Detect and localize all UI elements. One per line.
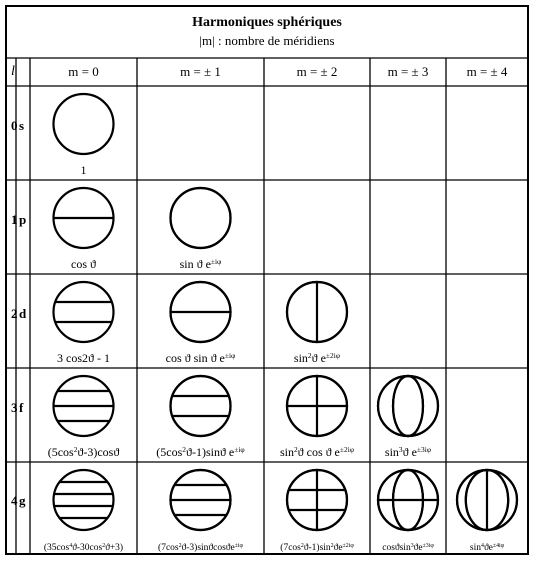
row-labels [11, 118, 27, 508]
sphere-diagram [378, 376, 438, 436]
formula-text: 3 cos2ϑ - 1 [57, 351, 110, 365]
formula-text: (7cos [280, 543, 301, 553]
m-header-4: m = ± 4 [466, 64, 508, 79]
m-header-3: m = ± 3 [387, 64, 429, 79]
formula-text: ϑ cos ϑ e [297, 445, 340, 459]
formula-label [57, 351, 110, 365]
formula-label [48, 445, 120, 460]
formula-text: ϑ-3)cosϑ [77, 445, 120, 459]
formula-text: (5cos [156, 445, 183, 459]
formula-label [470, 543, 505, 553]
sphere-diagram [457, 470, 517, 530]
harmonic-cell [48, 376, 120, 459]
formula-label [280, 542, 354, 553]
harmonic-cell [280, 470, 354, 553]
harmonic-cell [280, 376, 354, 459]
formula-label [166, 351, 236, 366]
sphere-diagram [171, 376, 231, 436]
sphere-diagram [378, 470, 438, 530]
sphere-diagram [171, 282, 231, 342]
formula-label [180, 257, 222, 272]
formula-text: sin [279, 445, 294, 459]
formula-text: ϑ e [402, 445, 417, 459]
formula-superscript: ±iφ [234, 444, 245, 454]
formula-text: cosϑsin [382, 543, 411, 553]
harmonic-cell [457, 470, 517, 553]
l-value-label: 4 [11, 493, 18, 508]
harmonic-cell [166, 282, 236, 365]
orbital-letter-label: d [19, 306, 27, 321]
sphere-diagram [54, 470, 114, 530]
formula-superscript: 2 [307, 350, 312, 360]
formula-superscript: 3 [398, 444, 403, 454]
formula-label [294, 351, 340, 366]
table-border [6, 6, 528, 554]
formula-text: 1 [80, 163, 87, 177]
formula-label [44, 542, 123, 553]
sphere-diagram [171, 188, 231, 248]
sphere-outline [54, 282, 114, 342]
m-header-0: m = 0 [68, 64, 99, 79]
formula-superscript: ±3iφ [416, 444, 432, 454]
formula-superscript: ±4iφ [492, 543, 505, 549]
formula-superscript: ±iφ [210, 256, 222, 266]
formula-text: cos ϑ sin ϑ e [165, 351, 225, 365]
sphere-diagram [54, 188, 114, 248]
formula-text: (5cos [47, 445, 74, 459]
formula-text: sin [293, 351, 308, 365]
formula-superscript: ±2iφ [325, 350, 341, 360]
formula-superscript: 2 [300, 543, 304, 549]
meridian-ellipse [378, 376, 438, 436]
formula-superscript: 4 [69, 543, 73, 549]
orbital-letter-label: s [19, 118, 25, 133]
formula-superscript: 2 [293, 444, 298, 454]
sphere-diagram [171, 470, 231, 530]
formula-label [156, 445, 244, 460]
sphere-diagram [54, 282, 114, 342]
l-value-label: 3 [11, 400, 18, 415]
formula-text: (35cos [43, 543, 70, 553]
harmonic-cell [54, 188, 114, 271]
formula-text: ϑe [413, 543, 423, 553]
formula-text: ϑe [333, 543, 343, 553]
sphere-diagram [287, 470, 347, 530]
harmonic-cell [378, 470, 438, 553]
formula-label [280, 445, 354, 460]
formula-text: (7cos [158, 543, 179, 553]
harmonic-cell [158, 470, 244, 553]
l-column-header: l [11, 64, 15, 79]
sphere-outline [54, 470, 114, 530]
sphere-diagram [54, 376, 114, 436]
table-subtitle: |m| : nombre de méridiens [199, 33, 335, 48]
m-column-headers [68, 64, 508, 79]
formula-superscript: 2 [182, 444, 187, 454]
l-value-label: 1 [11, 212, 18, 227]
orbital-letter-label: f [19, 400, 24, 415]
formula-label [158, 542, 244, 553]
orbital-letter-label: g [19, 493, 26, 508]
formula-label [81, 163, 87, 177]
formula-superscript: 4 [481, 543, 484, 549]
l-value-label: 0 [11, 118, 18, 133]
formula-superscript: 2 [178, 543, 182, 549]
table-title: Harmoniques sphériques [192, 15, 342, 30]
harmonic-cell [287, 282, 347, 365]
formula-text: ϑe [483, 543, 493, 553]
formula-superscript: 2 [73, 444, 78, 454]
meridian-ellipse [393, 376, 423, 436]
sphere-diagram [54, 94, 114, 154]
formula-superscript: ±3iφ [422, 543, 434, 549]
formula-text: ϑ-1)sin [303, 543, 331, 553]
formula-label [71, 257, 96, 271]
formula-text: ϑ e [311, 351, 326, 365]
formula-text: ϑ-3)sinϑcosϑe [181, 543, 235, 553]
sphere-diagram [287, 376, 347, 436]
formula-text: ϑ-1)sinϑ e [186, 445, 235, 459]
formula-text: cos ϑ [71, 257, 96, 271]
sphere-outline [54, 94, 114, 154]
harmonic-cell [44, 470, 123, 553]
harmonic-cell [54, 94, 114, 177]
table-grid [6, 58, 528, 554]
harmonic-cell [54, 282, 114, 365]
l-value-label: 2 [11, 306, 18, 321]
formula-superscript: 2 [102, 543, 106, 549]
formula-text: sin ϑ e [179, 257, 211, 271]
formula-superscript: ±2iφ [342, 543, 354, 549]
formula-superscript: ±iφ [234, 543, 243, 549]
formula-label [382, 543, 434, 553]
m-header-1: m = ± 1 [180, 64, 221, 79]
formula-label [385, 445, 431, 460]
meridian-ellipse [171, 376, 231, 436]
meridian-ellipse [171, 188, 231, 248]
harmonic-cell [171, 188, 231, 271]
formula-superscript: 2 [330, 543, 334, 549]
formula-text: sin [469, 543, 482, 553]
formula-text: ϑ+3) [105, 543, 124, 553]
formula-superscript: 3 [410, 543, 414, 549]
formula-superscript: ±2iφ [339, 444, 355, 454]
orbital-letter-label: p [19, 212, 27, 227]
m-header-2: m = ± 2 [296, 64, 338, 79]
formula-superscript: ±iφ [224, 350, 236, 360]
formula-text: ϑ-30cos [72, 543, 103, 553]
harmonic-cell [156, 376, 244, 459]
sphere-diagram [287, 282, 347, 342]
formula-text: sin [384, 445, 399, 459]
harmonic-cell [378, 376, 438, 459]
